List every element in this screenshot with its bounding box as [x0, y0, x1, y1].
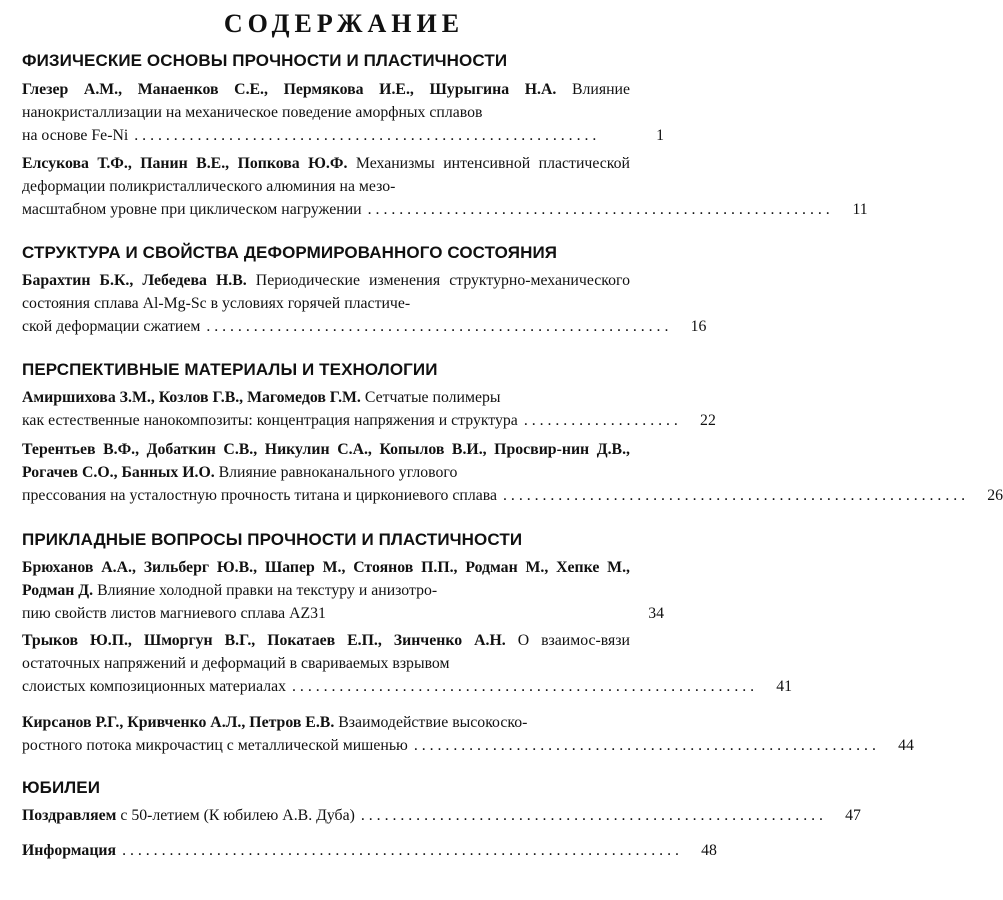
toc-entry[interactable] — [22, 438, 1003, 507]
entry-leader-line — [22, 484, 1003, 507]
entry-leader-line — [22, 804, 861, 827]
dot-leader: . . . . . . . . . . . . . . . . . . . . . . . . . . . . . . . . . . . . . . . . . . . . . . . . . . . . . . . . . . . . . . . . . . . . . . . — [122, 842, 679, 859]
page-number: 41 — [776, 678, 793, 695]
entry-authors: Амиршихова З.М., Козлов Г.В., Магомедов Г.М. — [22, 389, 361, 406]
section-heading: ПЕРСПЕКТИВНЫЕ МАТЕРИАЛЫ И ТЕХНОЛОГИИ — [22, 360, 438, 379]
entry-title: Влияние равноканального углового — [218, 464, 458, 481]
entry-title: О взаимос-вязи остаточных напряжений и деформаций в свариваемых взрывом — [22, 632, 631, 672]
page-number: 16 — [690, 318, 707, 335]
entry-body — [22, 556, 630, 602]
dot-leader: . . . . . . . . . . . . . . . . . . . . . . . . . . . . . . . . . . . . . . . . . . . . . . . . . . . . . . . . . . . — [413, 737, 876, 754]
page-number: 11 — [852, 201, 868, 218]
entry-authors: Поздравляем — [22, 807, 117, 824]
toc-entry[interactable] — [22, 269, 707, 338]
entry-body — [22, 78, 630, 124]
entry-title-end: как естественные нанокомпозиты: концентрация напряжения и структура — [22, 412, 518, 429]
entry-leader-line — [22, 315, 707, 338]
entry-body — [22, 269, 630, 315]
toc-entry[interactable] — [22, 804, 861, 827]
section-heading: ЮБИЛЕИ — [22, 778, 101, 797]
entry-body — [22, 438, 630, 484]
dot-leader: . . . . . . . . . . . . . . . . . . . . . . . . . . . . . . . . . . . . . . . . . . . . . . . . . . . . . . . . . . . — [292, 678, 755, 695]
entry-title-end: пию свойств листов магниевого сплава AZ31 — [22, 605, 326, 622]
toc-entry[interactable] — [22, 78, 664, 147]
entry-title-end: на основе Fe-Ni — [22, 127, 129, 144]
entry-leader-line — [22, 409, 716, 432]
page-number: 1 — [656, 127, 664, 144]
entry-title: Влияние холодной правки на текстуру и анизотро- — [97, 582, 438, 599]
entry-leader-line — [22, 675, 793, 698]
page-number: 44 — [898, 737, 914, 754]
toc-entry[interactable] — [22, 556, 664, 625]
entry-leader-line — [22, 839, 717, 862]
entry-authors: Информация — [22, 842, 117, 859]
entry-leader-line — [22, 198, 868, 221]
entry-title-end: с 50-летием (К юбилею А.В. Дуба) — [120, 807, 355, 824]
entry-body — [22, 386, 630, 409]
page-number: 47 — [845, 807, 861, 824]
entry-title: Механизмы интенсивной пластической деформации поликристаллического алюминия на мезо- — [22, 155, 630, 195]
dot-leader: . . . . . . . . . . . . . . . . . . . . . . . . . . . . . . . . . . . . . . . . . . . . . . . . . . . . . . . . . . . — [134, 127, 597, 144]
toc-entry[interactable] — [22, 386, 716, 432]
section-heading: СТРУКТУРА И СВОЙСТВА ДЕФОРМИРОВАННОГО СОСТОЯНИЯ — [22, 243, 558, 262]
entry-leader-line — [22, 124, 664, 147]
entry-authors: Брюханов А.А., Зильберг Ю.В., Шапер М., Стоянов П.П., Родман М., Хепке М., Родман Д. — [22, 559, 630, 599]
entry-body — [22, 711, 630, 734]
toc-entry[interactable] — [22, 629, 793, 698]
entry-title-end: прессования на усталостную прочность титана и циркониевого сплава — [22, 487, 498, 504]
section-heading: ФИЗИЧЕСКИЕ ОСНОВЫ ПРОЧНОСТИ И ПЛАСТИЧНОСТИ — [22, 51, 508, 70]
entry-title: Периодические изменения структурно-механического состояния сплава Al-Mg-Sc в условиях горячей пластиче- — [22, 272, 630, 312]
page-number: 22 — [700, 412, 716, 429]
dot-leader: . . . . . . . . . . . . . . . . . . . . . . . . . . . . . . . . . . . . . . . . . . . . . . . . . . . . . . . . . . . — [367, 201, 830, 218]
entry-authors: Терентьев В.Ф., Добаткин С.В., Никулин С.А., Копылов В.И., Просвир-нин Д.В., Рогачев С.О., Банных И.О. — [22, 441, 630, 481]
dot-leader: . . . . . . . . . . . . . . . . . . . . . . . . . . . . . . . . . . . . . . . . . . . . . . . . . . . . . . . . . . . — [503, 487, 966, 504]
page-title: СОДЕРЖАНИЕ — [223, 9, 465, 38]
dot-leader: . . . . . . . . . . . . . . . . . . . . . . . . . . . . . . . . . . . . . . . . . . . . . . . . . . . . . . . . . . . — [206, 318, 669, 335]
entry-body — [22, 629, 630, 675]
entry-title-end: ской деформации сжатием — [22, 318, 201, 335]
dot-leader: . . . . . . . . . . . . . . . . . . . . . . . . . . . . . . . . . . . . . . . . . . . . . . . . . . . . . . . . . . . — [360, 807, 823, 824]
entry-body — [22, 152, 630, 198]
toc-entry[interactable] — [22, 839, 717, 862]
page-number: 48 — [701, 842, 717, 859]
page-number: 34 — [648, 605, 664, 622]
entry-title: Влияние нанокристаллизации на механическое поведение аморфных сплавов — [22, 81, 631, 121]
entry-leader-line — [22, 602, 664, 625]
entry-authors: Елсукова Т.Ф., Панин В.Е., Попкова Ю.Ф. — [22, 155, 348, 172]
entry-authors: Трыков Ю.П., Шморгун В.Г., Покатаев Е.П., Зинченко А.Н. — [22, 632, 506, 649]
entry-authors: Барахтин Б.К., Лебедева Н.В. — [22, 272, 247, 289]
page-number: 26 — [987, 487, 1003, 504]
entry-title: Взаимодействие высокоско- — [338, 714, 528, 731]
section-heading: ПРИКЛАДНЫЕ ВОПРОСЫ ПРОЧНОСТИ И ПЛАСТИЧНОСТИ — [22, 530, 523, 549]
entry-title: Сетчатые полимеры — [364, 389, 501, 406]
entry-title-end: масштабном уровне при циклическом нагружении — [22, 201, 362, 218]
toc-entry[interactable] — [22, 711, 914, 757]
entry-title-end: слоистых композиционных материалах — [22, 678, 287, 695]
entry-leader-line — [22, 734, 914, 757]
entry-authors: Кирсанов Р.Г., Кривченко А.Л., Петров Е.В. — [22, 714, 335, 731]
entry-title-end: ростного потока микрочастиц с металлической мишенью — [22, 737, 408, 754]
dot-leader: . . . . . . . . . . . . . . . . . . . . — [523, 412, 678, 429]
toc-entry[interactable] — [22, 152, 868, 221]
entry-authors: Глезер А.М., Манаенков С.Е., Пермякова И.Е., Шурыгина Н.А. — [22, 81, 557, 98]
